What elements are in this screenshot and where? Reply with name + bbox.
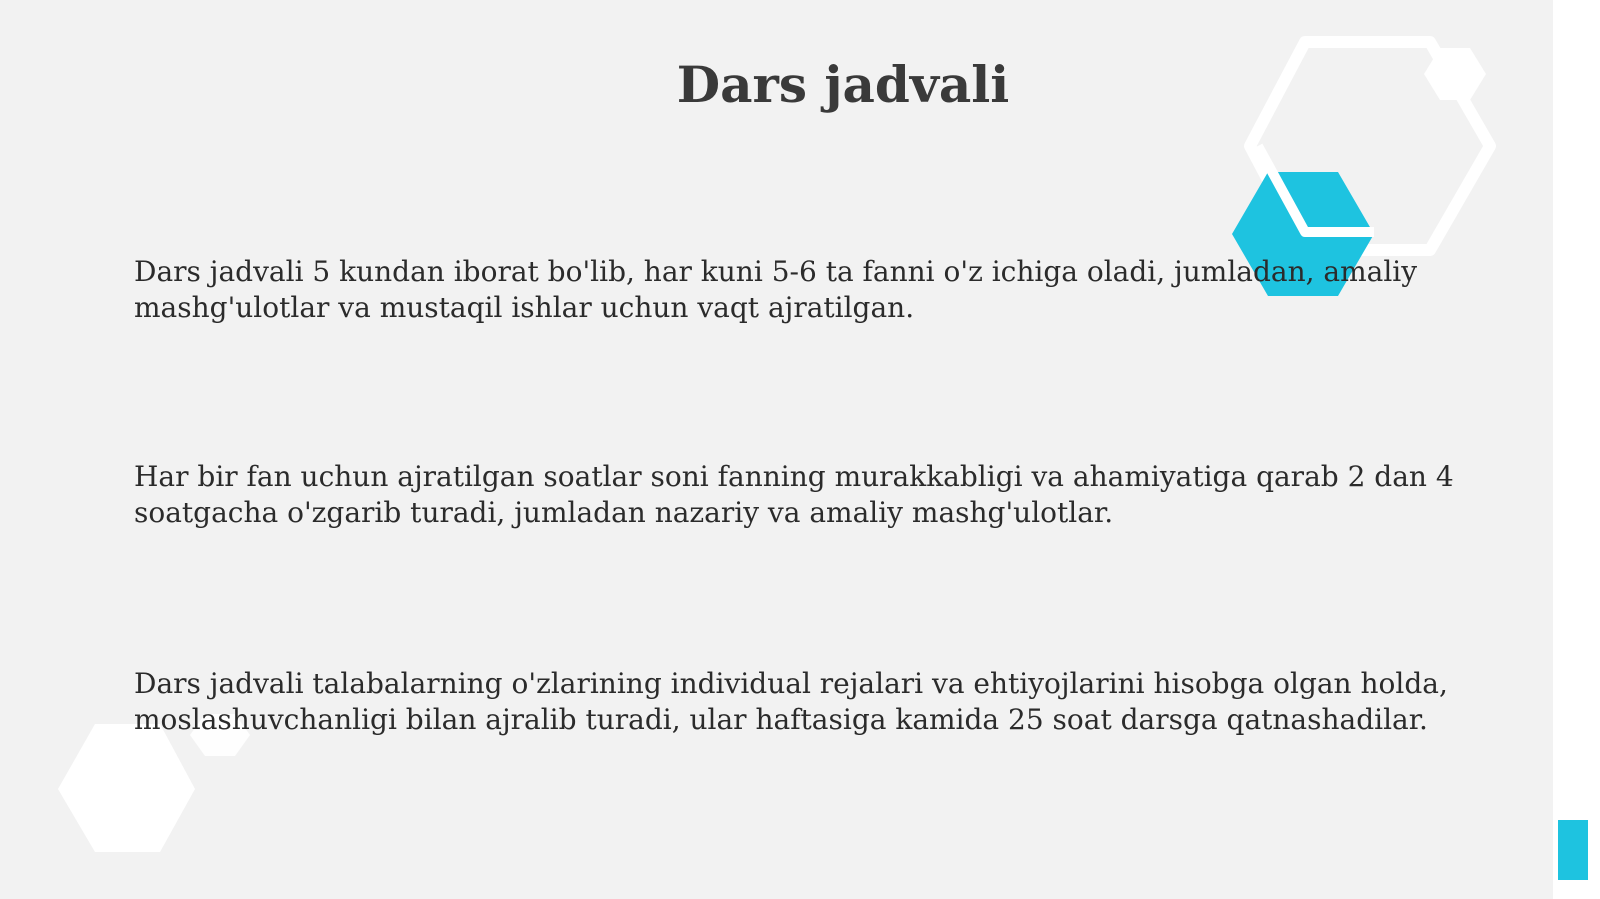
- scroll-indicator[interactable]: [1558, 820, 1588, 880]
- right-margin-strip: [1553, 0, 1600, 899]
- slide-title: Dars jadvali: [676, 55, 1010, 114]
- paragraph-subject-hours: Har bir fan uchun ajratilgan soatlar soni fanning murakkabligi va ahamiyatiga qarab 2 dan 4 soatgacha o'zgarib turadi, jumladan nazariy va amaliy mashg'ulotlar.: [134, 460, 1454, 529]
- paragraph-flexibility: Dars jadvali talabalarning o'zlarining individual rejalari va ehtiyojlarini hisobga olgan holda, moslashuvchanligi bilan ajralib turadi, ular haftasiga kamida 25 soat darsga qatnashadilar.: [134, 667, 1448, 736]
- bottom-left-hexagon-shape: [58, 724, 195, 852]
- paragraph-schedule-days: Dars jadvali 5 kundan iborat bo'lib, har kuni 5-6 ta fanni o'z ichiga oladi, jumladan, amaliy mashg'ulotlar va mustaqil ishlar uchun vaqt ajratilgan.: [134, 255, 1418, 324]
